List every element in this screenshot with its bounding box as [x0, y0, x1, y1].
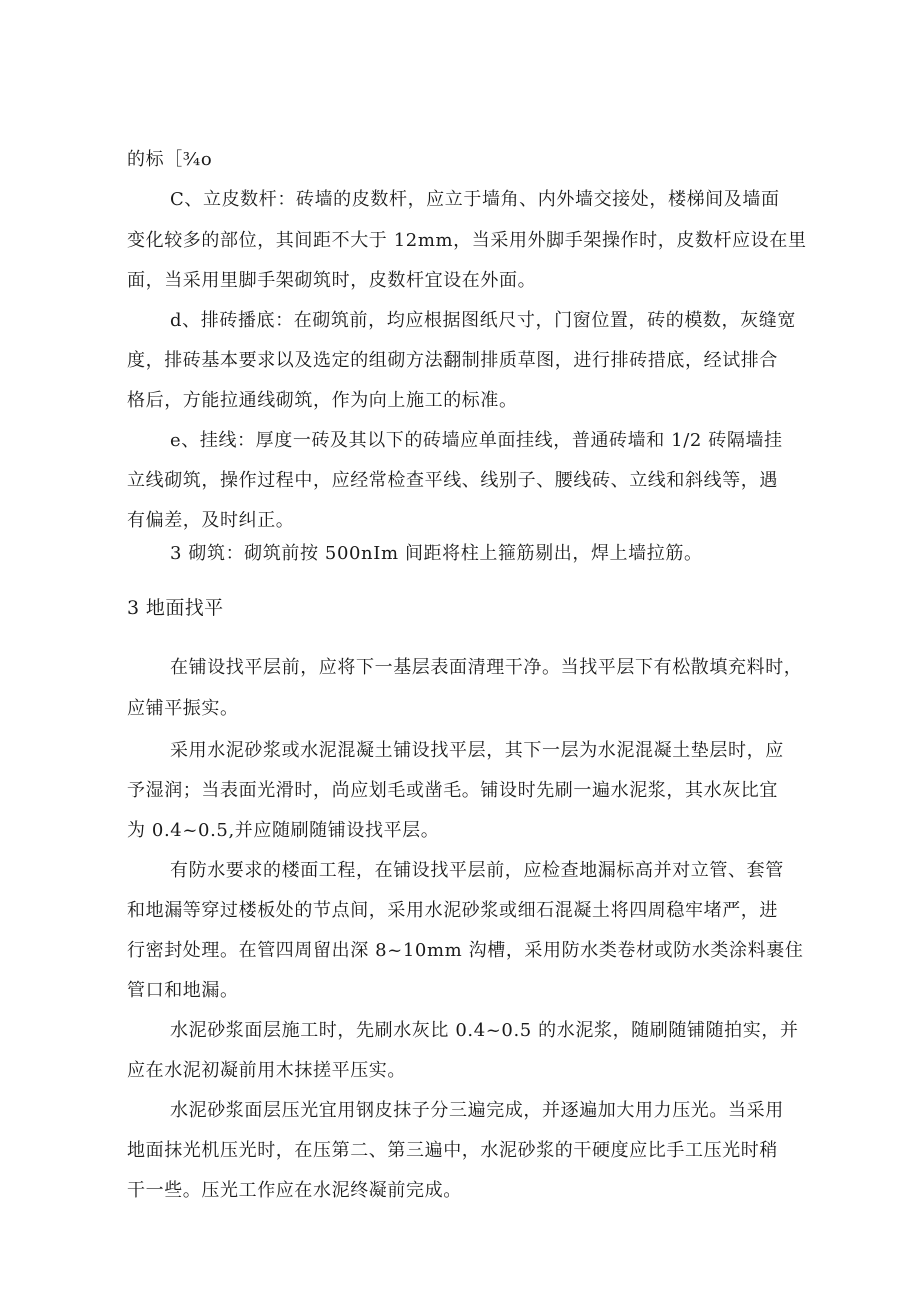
- paragraph-line: 格后，方能拉通线砌筑，作为向上施工的标准。: [127, 390, 518, 411]
- paragraph-line: 在铺设找平层前，应将下一基层表面清理干净。当找平层下有松散填充料时，: [170, 657, 803, 678]
- paragraph-line: 面，当采用里脚手架砌筑时，皮数杆宜设在外面。: [127, 270, 537, 291]
- paragraph-line: d、排砖播底：在砌筑前，均应根据图纸尺寸，门窗位置，砖的模数，灰缝宽: [170, 310, 796, 331]
- paragraph-line: 3 砌筑：砌筑前按 500nIm 间距将柱上箍筋剔出，焊上墙拉筋。: [170, 543, 703, 564]
- paragraph-line: 干一些。压光工作应在水泥终凝前完成。: [127, 1180, 462, 1201]
- paragraph-line: 变化较多的部位，其间距不大于 12mm，当采用外脚手架操作时，皮数杆应设在里: [127, 230, 807, 251]
- paragraph-line: 应铺平振实。: [127, 698, 239, 719]
- paragraph-line: 和地漏等穿过楼板处的节点间，采用水泥砂浆或细石混凝土将四周稳牢堵严，进: [127, 900, 778, 921]
- section-heading: 3 地面找平: [127, 597, 224, 619]
- paragraph-line: 有防水要求的楼面工程，在铺设找平层前，应检查地漏标高并对立管、套管: [170, 860, 784, 881]
- paragraph-line: 水泥砂浆面层压光宜用钢皮抹子分三遍完成，并逐遍加大用力压光。当采用: [170, 1100, 784, 1121]
- paragraph-line: 应在水泥初凝前用木抹搓平压实。: [127, 1060, 406, 1081]
- paragraph-line: 度，排砖基本要求以及选定的组砌方法翻制排质草图，进行排砖措底，经试排合: [127, 350, 778, 371]
- paragraph-line: e、挂线：厚度一砖及其以下的砖墙应单面挂线，普通砖墙和 1/2 砖隔墙挂: [170, 430, 783, 451]
- paragraph-line: 为 0.4~0.5,并应随刷随铺设找平层。: [127, 820, 440, 841]
- paragraph-line: 地面抹光机压光时，在压第二、第三遍中，水泥砂浆的干硬度应比手工压光时稍: [127, 1140, 778, 1161]
- paragraph-line: 管口和地漏。: [127, 980, 239, 1001]
- text-line: 的标［¾o: [127, 149, 213, 170]
- paragraph-line: 采用水泥砂浆或水泥混凝土铺设找平层，其下一层为水泥混凝土垫层时，应: [170, 740, 784, 761]
- paragraph-line: 水泥砂浆面层施工时，先刷水灰比 0.4~0.5 的水泥浆，随刷随铺随拍实，并: [170, 1020, 799, 1041]
- paragraph-line: 行密封处理。在管四周留出深 8~10mm 沟槽，采用防水类卷材或防水类涂料裹住: [127, 940, 804, 961]
- paragraph-line: 立线砌筑，操作过程中，应经常检查平线、线别子、腰线砖、立线和斜线等，遇: [127, 470, 778, 491]
- paragraph-line: C、立皮数杆：砖墙的皮数杆，应立于墙角、内外墙交接处，楼梯间及墙面: [170, 189, 780, 210]
- paragraph-line: 予湿润；当表面光滑时，尚应划毛或凿毛。铺设时先刷一遍水泥浆，其水灰比宜: [127, 780, 778, 801]
- paragraph-line: 有偏差，及时纠正。: [127, 510, 295, 531]
